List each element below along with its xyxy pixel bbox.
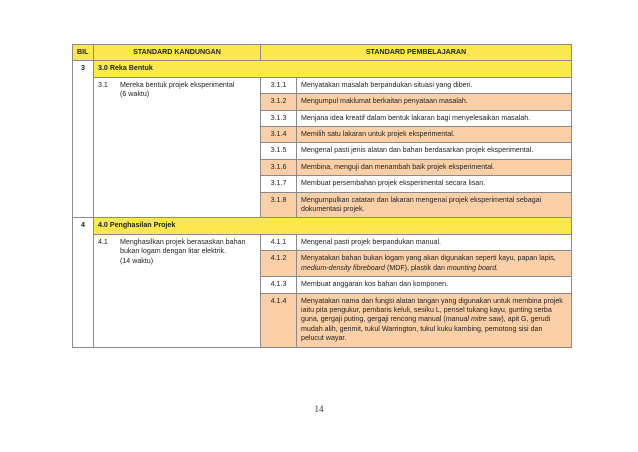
- header-standard-pembelajaran: STANDARD PEMBELAJARAN: [261, 45, 572, 61]
- content-standard: [94, 234, 261, 347]
- learning-code: 3.1.4: [261, 127, 297, 143]
- table-header-row: [73, 45, 572, 61]
- section-title: 4.0 Penghasilan Projek: [94, 218, 572, 234]
- page-number: 14: [314, 404, 324, 414]
- learning-code: 4.1.4: [261, 293, 297, 347]
- learning-code: 4.1.2: [261, 251, 297, 277]
- learning-text: Membina, menguji dan menambah baik projek eksperimental.: [297, 159, 572, 175]
- learning-text: Mengumpul maklumat berkaitan penyataan masalah.: [297, 94, 572, 110]
- learning-code: 3.1.8: [261, 192, 297, 218]
- learning-text: Mengenal pasti jenis alatan dan bahan berdasarkan projek eksperimental.: [297, 143, 572, 159]
- section-row: [73, 61, 572, 77]
- learning-text: Mengenal pasti projek berpandukan manual.: [297, 234, 572, 250]
- learning-code: 3.1.5: [261, 143, 297, 159]
- learning-text: Memilih satu lakaran untuk projek eksperimental.: [297, 127, 572, 143]
- learning-code: 3.1.3: [261, 110, 297, 126]
- curriculum-table: [72, 44, 572, 348]
- learning-code: 3.1.2: [261, 94, 297, 110]
- learning-code: 3.1.6: [261, 159, 297, 175]
- section-number: 3: [73, 61, 94, 218]
- learning-text: Membuat persembahan projek eksperimental secara lisan.: [297, 176, 572, 192]
- content-standard: [94, 77, 261, 218]
- learning-text: Menyatakan bahan bukan logam yang akan digunakan seperti kayu, papan lapis, medium-density fibreboard (MDF), plastik dan mounting board.: [297, 251, 572, 277]
- content-text: Mereka bentuk projek eksperimental (6 waktu): [120, 80, 235, 99]
- learning-code: 3.1.1: [261, 77, 297, 93]
- learning-text: Membuat anggaran kos bahan dan komponen.: [297, 277, 572, 293]
- learning-text: Menyatakan nama dan fungsi alatan tangan yang digunakan untuk membina projek iaitu pita pengukur, pembaris keluli, sesiku L, pensel tukang kayu, gunting serba guna, gergaji puting, gergaji rencong manual (manual mitre saw), apit G, gerudi mudah alih, gerimit, tukul Warrington, tukul kuku kambing, pemotong sisi dan pelucut wayar.: [297, 293, 572, 347]
- learning-code: 3.1.7: [261, 176, 297, 192]
- header-standard-kandungan: STANDARD KANDUNGAN: [94, 45, 261, 61]
- learning-text: Menyatakan masalah berpandukan situasi yang diberi.: [297, 77, 572, 93]
- section-row: [73, 218, 572, 234]
- learning-text: Mengumpulkan catatan dan lakaran mengenai projek eksperimental sebagai dokumentasi projek.: [297, 192, 572, 218]
- content-code: 4.1: [98, 237, 108, 246]
- content-text: Menghasilkan projek berasaskan bahan bukan logam dengan litar elektrik. (14 waktu): [120, 237, 246, 265]
- content-code: 3.1: [98, 80, 108, 89]
- learning-text: Menjana idea kreatif dalam bentuk lakaran bagi menyelesaikan masalah.: [297, 110, 572, 126]
- learning-code: 4.1.3: [261, 277, 297, 293]
- section-number: 4: [73, 218, 94, 347]
- table-row: [73, 77, 572, 93]
- header-bil: BIL: [73, 45, 94, 61]
- section-title: 3.0 Reka Bentuk: [94, 61, 572, 77]
- table-row: [73, 234, 572, 250]
- learning-code: 4.1.1: [261, 234, 297, 250]
